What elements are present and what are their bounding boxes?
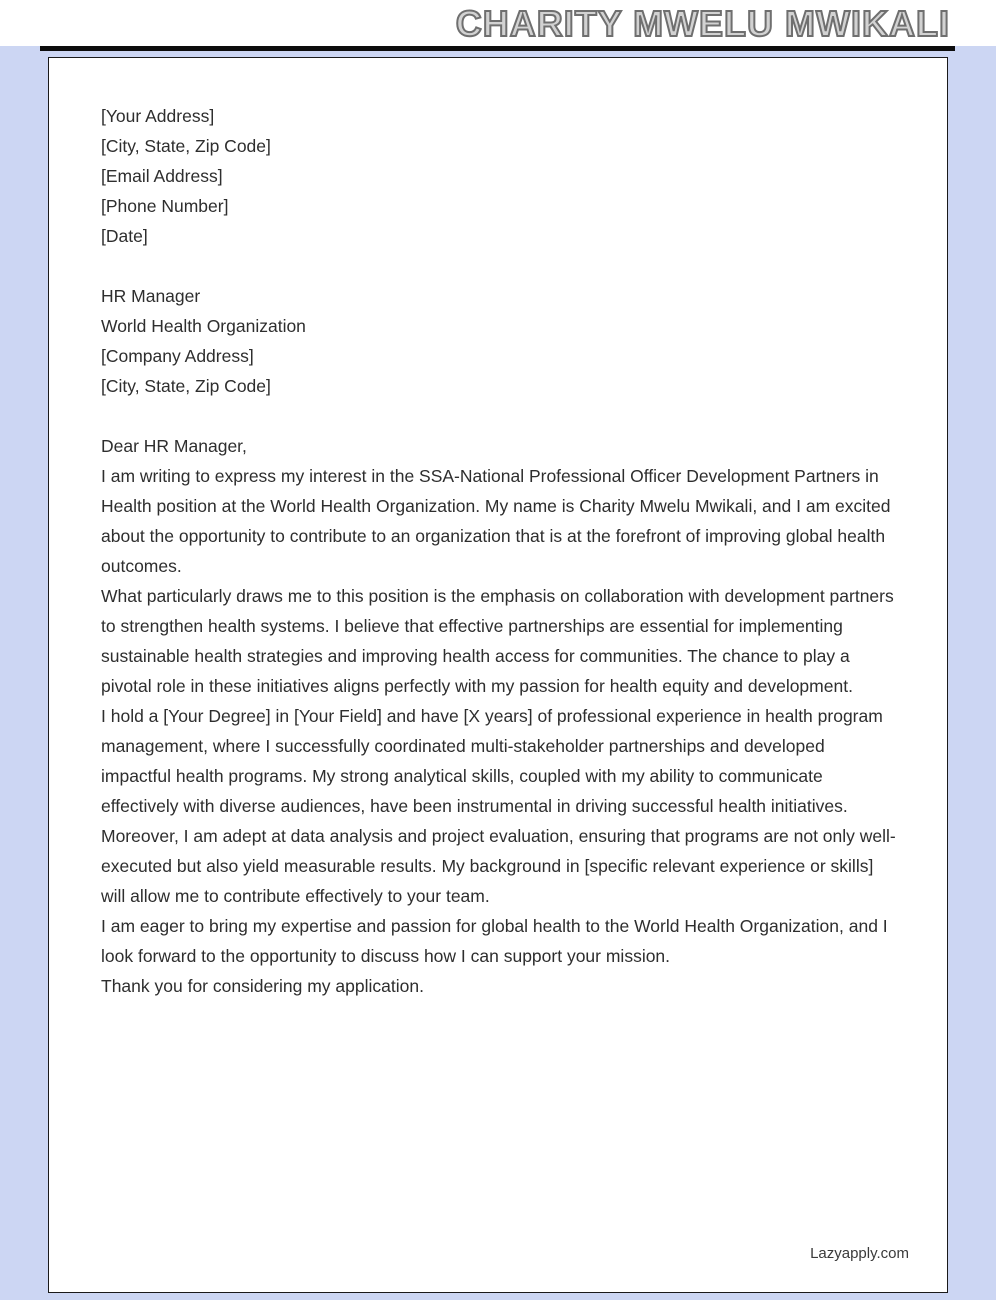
sender-phone-line: [Phone Number] <box>101 196 229 216</box>
page-title: CHARITY MWELU MWIKALI <box>455 3 950 44</box>
recipient-org-line: World Health Organization <box>101 316 306 336</box>
header-divider <box>40 46 955 51</box>
letter-paragraph-closing: I am eager to bring my expertise and passion for global health to the World Health Organization, and I look forward to the opportunity to discuss how I can support your mission. <box>101 916 888 966</box>
recipient-block <box>101 281 899 401</box>
recipient-name-line: HR Manager <box>101 286 201 306</box>
letter-paragraph-motivation: What particularly draws me to this position is the emphasis on collaboration with development partners to strengthen health systems. I believe that effective partnerships are essential for implementing sustainable health strategies and improving health access for communities. The chance to play a pivotal role in these initiatives aligns perfectly with my passion for health equity and development. <box>101 586 894 696</box>
salutation: Dear HR Manager, <box>101 436 247 456</box>
letter-paragraph-qualifications: I hold a [Your Degree] in [Your Field] and have [X years] of professional experience in health program management, where I successfully coordinated multi-stakeholder partnerships and developed impactful health programs. My strong analytical skills, coupled with my ability to communicate effectively with diverse audiences, have been instrumental in driving successful health initiatives. <box>101 706 883 816</box>
header-band <box>0 0 996 46</box>
letter-thank-you: Thank you for considering my application. <box>101 976 424 996</box>
recipient-address-line: [Company Address] <box>101 346 254 366</box>
sender-block <box>101 101 899 251</box>
letter-paragraph-intro: I am writing to express my interest in the SSA-National Professional Officer Development Partners in Health position at the World Health Organization. My name is Charity Mwelu Mwikali, and I am excited about the opportunity to contribute to an organization that is at the forefront of improving global health outcomes. <box>101 466 891 576</box>
sender-date-line: [Date] <box>101 226 148 246</box>
sender-email-line: [Email Address] <box>101 166 223 186</box>
watermark-link[interactable]: Lazyapply.com <box>810 1245 909 1262</box>
sender-city-line: [City, State, Zip Code] <box>101 136 271 156</box>
letter-body <box>101 101 899 1001</box>
recipient-city-line: [City, State, Zip Code] <box>101 376 271 396</box>
letter-paragraph-skills: Moreover, I am adept at data analysis and project evaluation, ensuring that programs are not only well-executed but also yield measurable results. My background in [specific relevant experience or skills] will allow me to contribute effectively to your team. <box>101 826 896 906</box>
sender-address-line: [Your Address] <box>101 106 215 126</box>
letter-page <box>48 57 948 1293</box>
